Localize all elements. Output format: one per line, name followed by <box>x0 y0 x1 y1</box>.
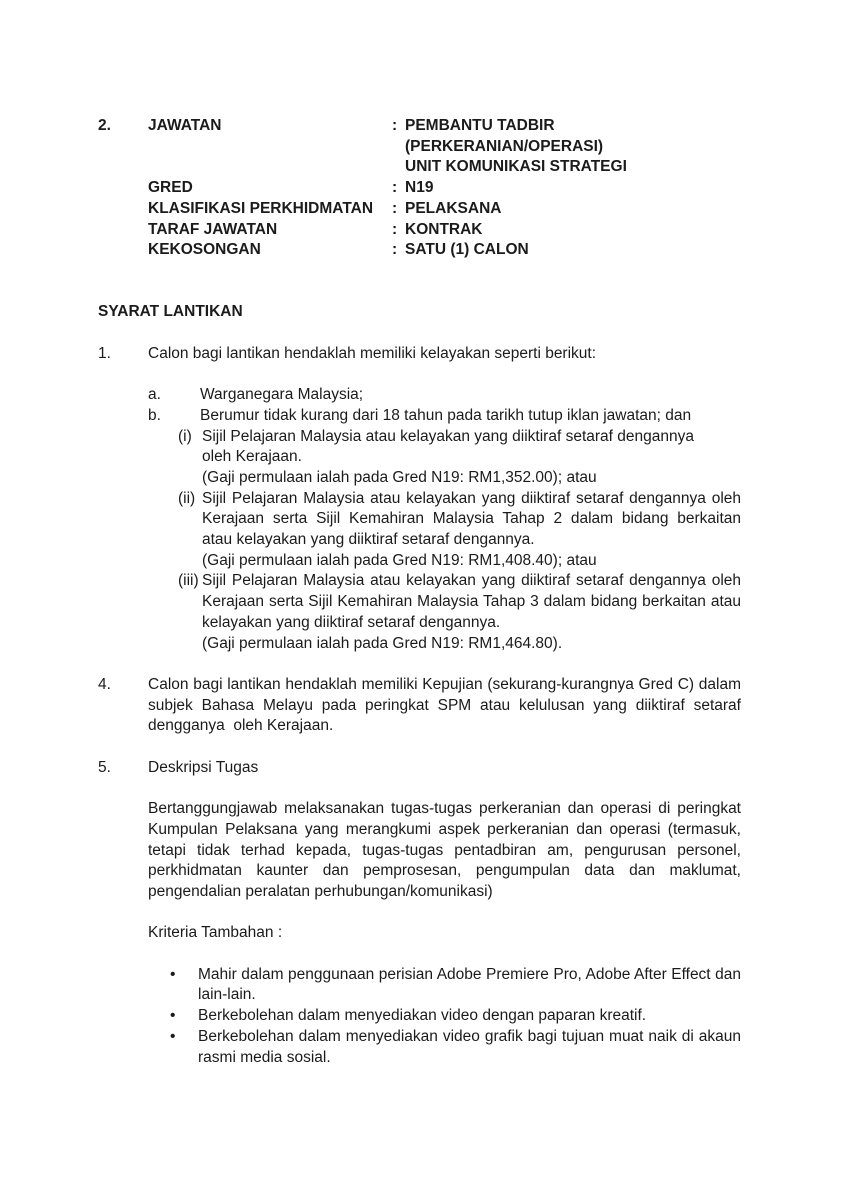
item-text: Sijil Pelajaran Malaysia atau kelayakan yang diiktiraf setaraf dengannya oleh Kerajaan serta Sijil Kemahiran Malaysia Tahap 3 dalam bidang berkaitan atau kelayakan yang diiktiraf setaraf dengannya. (Gaji permulaan ialah pada Gred N19: RM1,464.80). <box>202 572 741 652</box>
list-marker: 5. <box>98 758 111 776</box>
field-value-lines: PELAKSANA <box>405 199 502 217</box>
task-description-paragraph: Bertanggungjawab melaksanakan tugas-tugas perkeranian dan operasi di peringkat Kumpulan Pelaksana yang merangkumi aspek perkeranian dan operasi (termasuk, tetapi tidak terhad kepada, tugas-tugas pentadbiran am, pengurusan personel, perkhidmatan kaunter dan pemprosesan, pengumpulan data dan maklumat, pengendalian peralatan perhubungan/komunikasi) <box>148 800 741 900</box>
header-row-jawatan <box>98 116 741 178</box>
header-row-taraf <box>98 220 741 241</box>
bullet-text: Berkebolehan dalam menyediakan video dengan paparan kreatif. <box>198 1007 647 1025</box>
bullet-icon: • <box>170 1027 176 1045</box>
bullet-item-3 <box>148 1027 741 1068</box>
field-label-kekosongan: KEKOSONGAN <box>148 241 261 259</box>
bullet-text: Berkebolehan dalam menyediakan video grafik bagi tujuan muat naik di akaun rasmi media sosial. <box>198 1027 741 1066</box>
section-number-spacer <box>98 178 148 199</box>
colon-separator: : <box>392 179 398 197</box>
list-marker: 1. <box>98 344 111 362</box>
colon-separator: : <box>392 199 398 217</box>
colon-separator: : <box>392 117 398 134</box>
item-text: Sijil Pelajaran Malaysia atau kelayakan yang diiktiraf setaraf dengannya oleh Kerajaan serta Sijil Kemahiran Malaysia Tahap 2 dalam bidang berkaitan atau kelayakan yang diiktiraf setaraf dengannya. (Gaji permulaan ialah pada Gred N19: RM1,408.40); atau <box>202 489 741 569</box>
item-text: Warganegara Malaysia; <box>200 386 364 404</box>
list-marker: (ii) <box>178 489 196 507</box>
bullet-icon: • <box>170 1007 176 1025</box>
header-row-klasifikasi <box>98 199 741 220</box>
item-text: Deskripsi Tugas <box>148 758 259 776</box>
list-marker: (i) <box>178 427 192 445</box>
colon-separator: : <box>392 241 398 259</box>
list-marker: b. <box>148 406 161 424</box>
field-value-lines: N19 <box>405 179 434 197</box>
bullet-icon: • <box>170 965 176 983</box>
item-text: Calon bagi lantikan hendaklah memiliki Kepujian (sekurang-kurangnya Gred C) dalam subjek Bahasa Melayu pada peringkat SPM atau kelulusan yang diiktiraf setaraf dengganya oleh Kerajaan. <box>148 675 741 735</box>
field-label-jawatan: JAWATAN <box>148 117 222 134</box>
section-number-spacer <box>98 199 148 220</box>
bullet-item-2 <box>148 1006 741 1027</box>
field-value-kekosongan <box>392 240 741 261</box>
item-text: Berumur tidak kurang dari 18 tahun pada tarikh tutup iklan jawatan; dan <box>200 406 692 424</box>
item-text: Sijil Pelajaran Malaysia atau kelayakan yang diiktiraf setaraf dengannya oleh Kerajaan. (Gaji permulaan ialah pada Gred N19: RM1,352.00); atau <box>202 427 694 486</box>
position-header-block <box>98 116 741 261</box>
section-number-spacer <box>98 220 148 241</box>
field-value-klasifikasi <box>392 199 741 220</box>
field-value-taraf <box>392 220 741 241</box>
field-label-taraf: TARAF JAWATAN <box>148 220 278 238</box>
list-marker: a. <box>148 386 161 404</box>
lettered-item-b <box>148 406 741 427</box>
section-number-spacer <box>98 240 148 261</box>
roman-item-ii <box>178 489 741 572</box>
numbered-item-1 <box>98 344 741 365</box>
lettered-item-a <box>148 385 741 406</box>
field-value-jawatan <box>392 116 741 178</box>
numbered-item-5 <box>98 758 741 779</box>
bullet-item-1 <box>148 965 741 1006</box>
item-text: Calon bagi lantikan hendaklah memiliki kelayakan seperti berikut: <box>148 344 597 362</box>
roman-item-iii <box>178 571 741 654</box>
roman-item-i <box>178 427 741 489</box>
section-number: 2. <box>98 117 111 134</box>
kriteria-tambahan-label: Kriteria Tambahan : <box>148 924 283 942</box>
list-marker: (iii) <box>178 572 199 590</box>
header-row-gred <box>98 178 741 199</box>
field-value-lines: SATU (1) CALON <box>405 241 529 259</box>
colon-separator: : <box>392 220 398 238</box>
field-value-lines: KONTRAK <box>405 220 483 238</box>
field-value-lines: PEMBANTU TADBIR (PERKERANIAN/OPERASI) UNIT KOMUNIKASI STRATEGI <box>405 117 627 176</box>
header-row-kekosongan <box>98 240 741 261</box>
field-label-klasifikasi: KLASIFIKASI PERKHIDMATAN <box>148 199 374 217</box>
field-label-gred: GRED <box>148 179 193 197</box>
section-heading-syarat-lantikan: SYARAT LANTIKAN <box>98 303 243 321</box>
numbered-item-4 <box>98 675 741 737</box>
list-marker: 4. <box>98 675 111 693</box>
field-value-gred <box>392 178 741 199</box>
bullet-text: Mahir dalam penggunaan perisian Adobe Premiere Pro, Adobe After Effect dan lain-lain. <box>198 965 741 1004</box>
